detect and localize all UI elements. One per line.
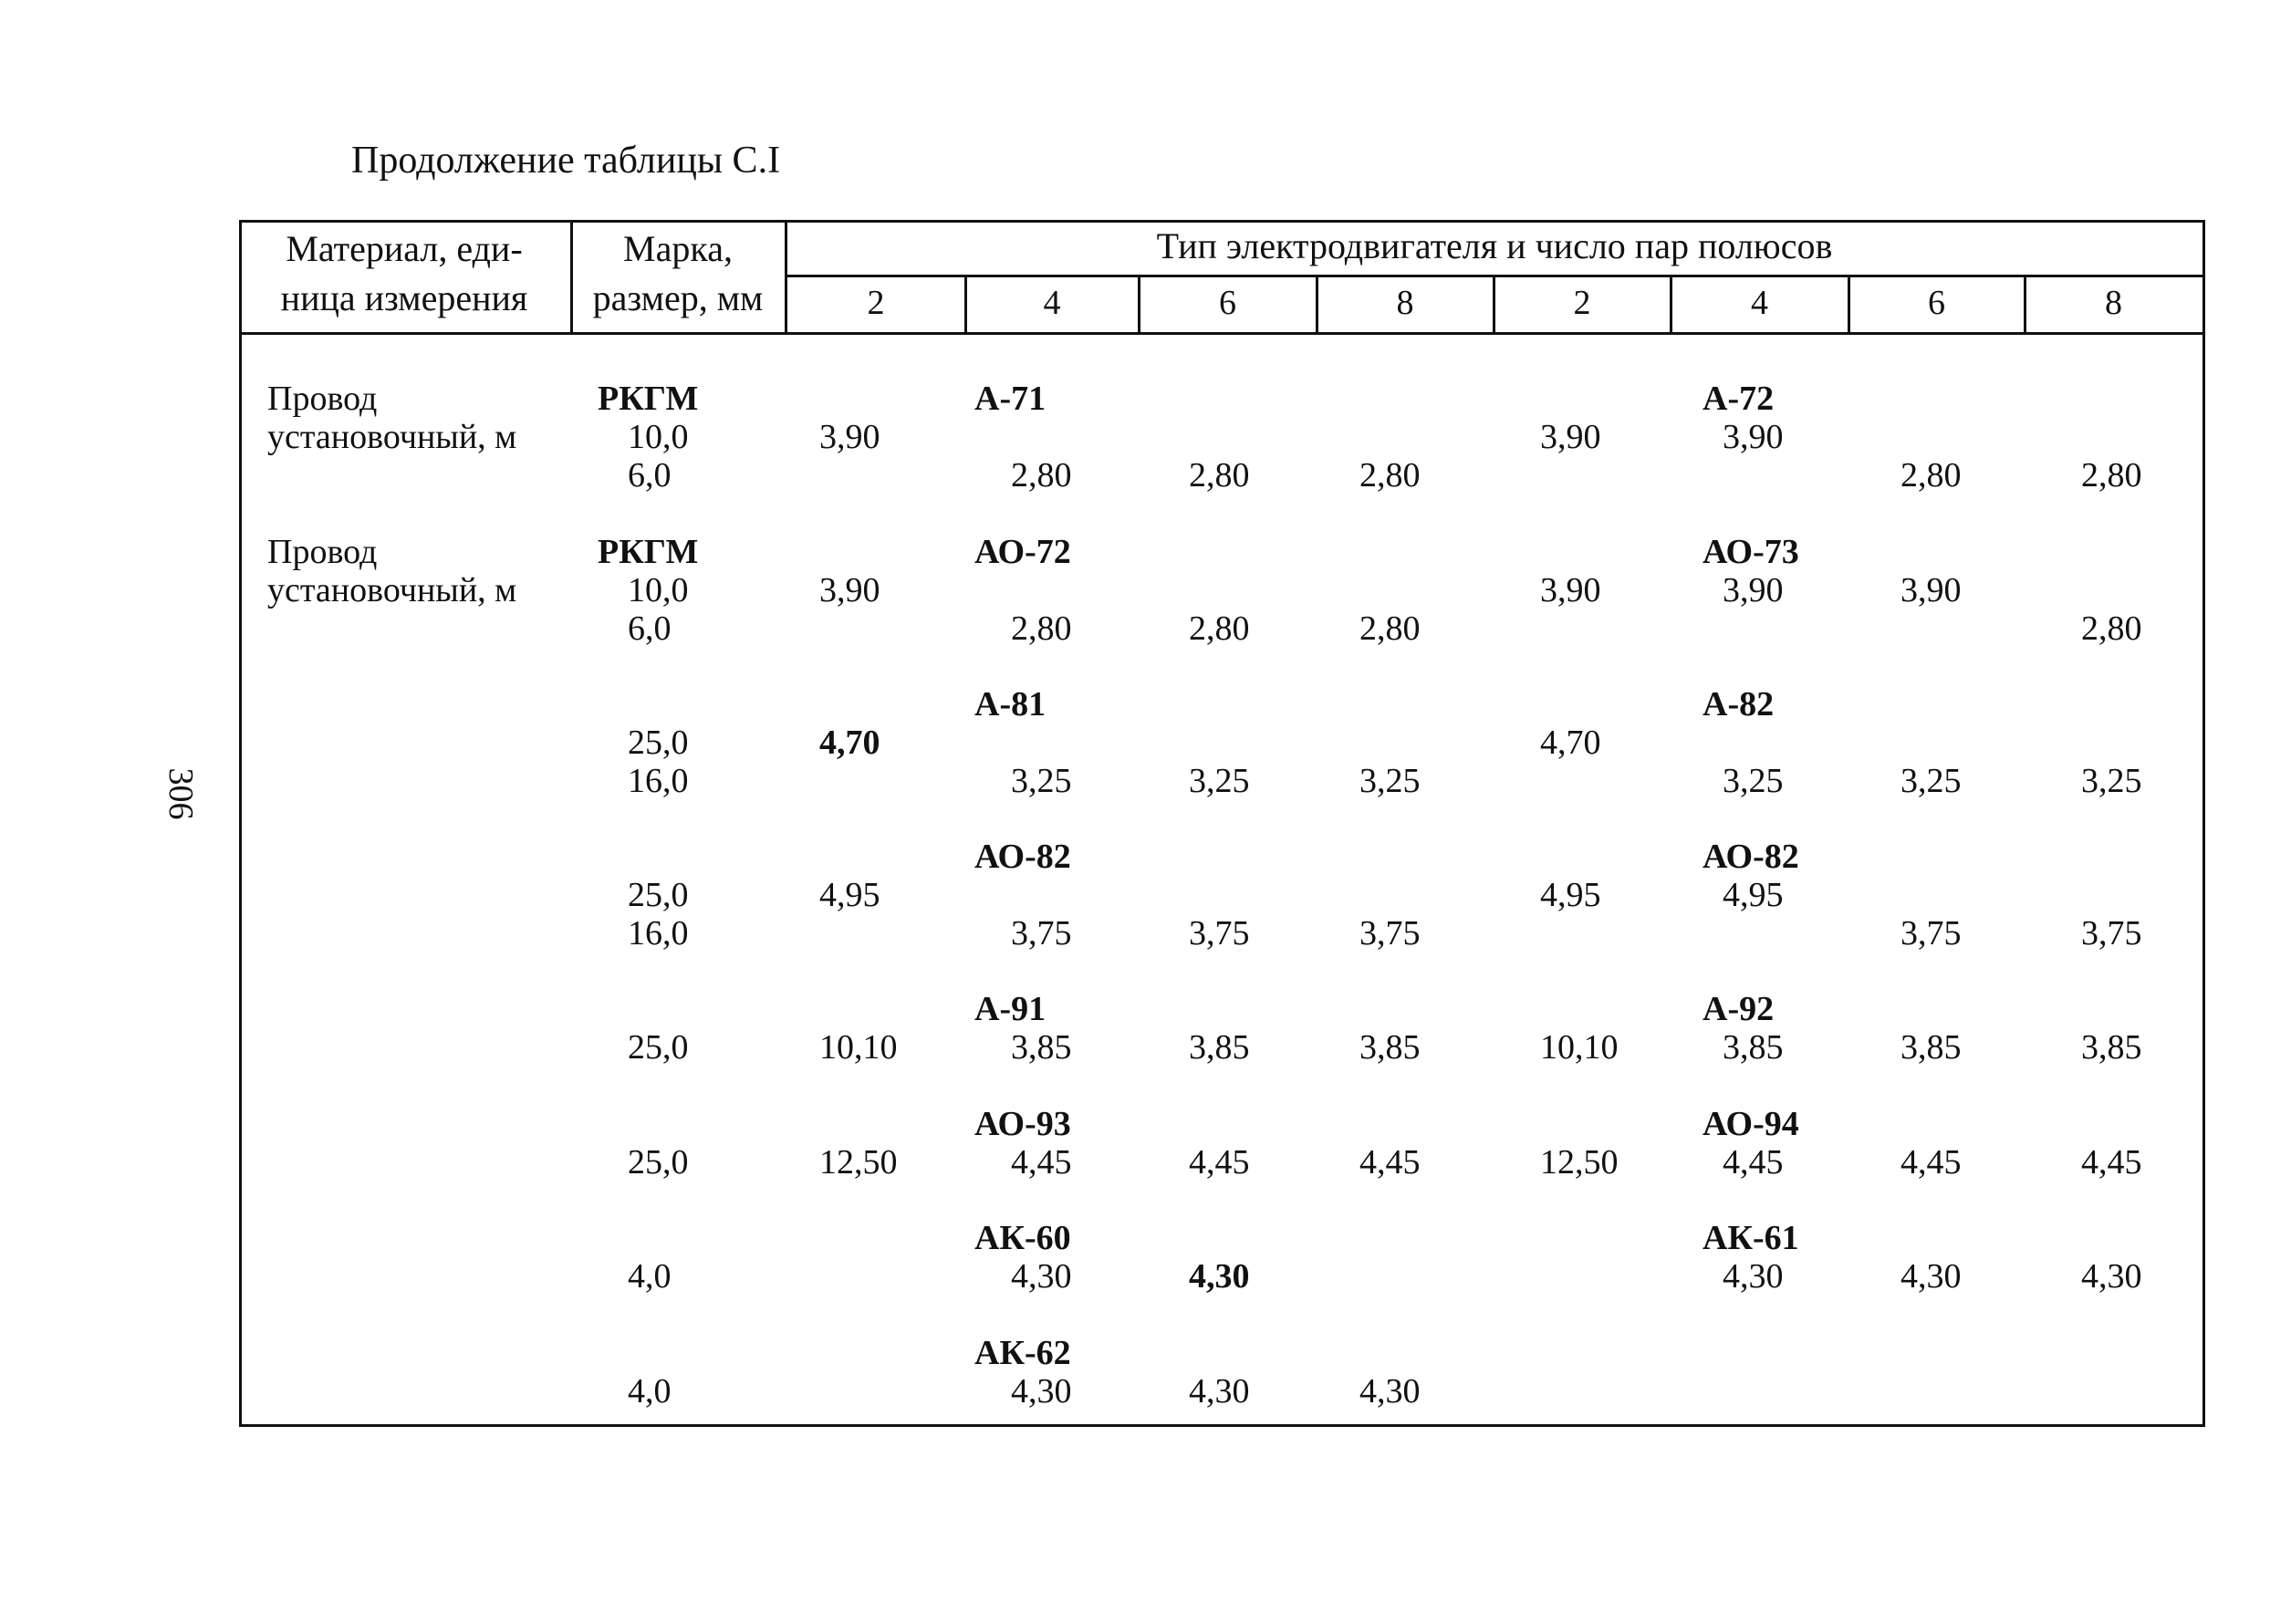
consumption-value: 4,45 <box>1723 1143 1784 1182</box>
header-pole-count: 6 <box>1219 284 1236 322</box>
consumption-value: 2,80 <box>1359 456 1421 494</box>
wire-size: 10,0 <box>628 418 689 456</box>
consumption-value: 4,70 <box>1540 724 1601 762</box>
pole-divider <box>1493 276 1495 334</box>
header-motor-type: Тип электродвигателя и число пар полюсов <box>1156 225 1833 266</box>
motor-type-label: А-81 <box>974 685 1047 724</box>
wire-size: 4,0 <box>628 1372 672 1411</box>
header-pole-count: 6 <box>1928 284 1945 322</box>
consumption-value: 4,45 <box>1359 1143 1421 1182</box>
pole-divider <box>1138 276 1140 334</box>
header-material-line1: Материал, еди- <box>286 228 523 269</box>
header-pole-count: 8 <box>1396 284 1414 322</box>
motor-type-label: А-71 <box>974 380 1047 418</box>
consumption-value: 2,80 <box>1900 456 1962 494</box>
consumption-value: 3,85 <box>1723 1028 1784 1067</box>
header-divider-mark <box>785 220 787 335</box>
pole-divider <box>1670 276 1672 334</box>
motor-type-label: АО-94 <box>1703 1105 1799 1143</box>
consumption-value: 12,50 <box>1540 1143 1619 1182</box>
consumption-value: 2,80 <box>2081 456 2142 494</box>
header-rule-bottom <box>239 332 2205 335</box>
consumption-value: 4,70 <box>819 724 880 762</box>
motor-type-label: А-82 <box>1703 685 1775 724</box>
consumption-value: 4,30 <box>1359 1372 1421 1411</box>
consumption-value: 4,45 <box>1011 1143 1072 1182</box>
consumption-value: 3,25 <box>1723 762 1784 800</box>
consumption-value: 3,85 <box>1011 1028 1072 1067</box>
header-pole-count: 2 <box>867 284 885 322</box>
consumption-value: 3,85 <box>1189 1028 1250 1067</box>
pole-divider <box>2024 276 2026 334</box>
consumption-value: 4,30 <box>1189 1257 1250 1296</box>
header-pole-count: 4 <box>1751 284 1768 322</box>
consumption-value: 2,80 <box>1189 609 1250 648</box>
consumption-value: 2,80 <box>2081 609 2142 648</box>
consumption-value: 4,45 <box>2081 1143 2142 1182</box>
wire-size: 25,0 <box>628 1143 689 1182</box>
consumption-value: 3,75 <box>1359 914 1421 953</box>
wire-size: 10,0 <box>628 571 689 609</box>
header-pole-count: 8 <box>2105 284 2122 322</box>
consumption-value: 3,75 <box>2081 914 2142 953</box>
consumption-value: 4,30 <box>1189 1372 1250 1411</box>
wire-size: 16,0 <box>628 914 689 953</box>
material-name: Провод <box>267 533 378 571</box>
consumption-value: 4,30 <box>1723 1257 1784 1296</box>
consumption-value: 10,10 <box>819 1028 898 1067</box>
consumption-value: 4,30 <box>2081 1257 2142 1296</box>
table-caption: Продолжение таблицы С.I <box>351 140 781 182</box>
consumption-value: 10,10 <box>1540 1028 1619 1067</box>
motor-type-label: АО-82 <box>1703 838 1799 876</box>
consumption-value: 2,80 <box>1189 456 1250 494</box>
motor-type-label: А-91 <box>974 990 1047 1028</box>
consumption-value: 3,85 <box>1359 1028 1421 1067</box>
wire-size: 16,0 <box>628 762 689 800</box>
header-pole-count: 2 <box>1573 284 1591 322</box>
header-divider-material <box>570 220 573 335</box>
consumption-value: 2,80 <box>1011 609 1072 648</box>
motor-type-label: АО-73 <box>1703 533 1799 571</box>
material-name: Провод <box>267 380 378 418</box>
motor-type-label: А-72 <box>1703 380 1775 418</box>
motor-type-label: АК-61 <box>1703 1219 1799 1257</box>
header-mark-line1: Марка, <box>623 228 733 269</box>
consumption-value: 3,25 <box>2081 762 2142 800</box>
consumption-value: 2,80 <box>1359 609 1421 648</box>
wire-mark: РКГМ <box>598 380 699 418</box>
consumption-value: 4,45 <box>1189 1143 1250 1182</box>
material-unit: установочный, м <box>267 418 517 456</box>
wire-size: 6,0 <box>628 609 672 648</box>
consumption-value: 3,75 <box>1011 914 1072 953</box>
motor-type-label: АК-60 <box>974 1219 1071 1257</box>
consumption-value: 3,85 <box>2081 1028 2142 1067</box>
wire-size: 6,0 <box>628 456 672 494</box>
motor-type-label: А-92 <box>1703 990 1775 1028</box>
consumption-value: 3,90 <box>819 571 880 609</box>
wire-mark: РКГМ <box>598 533 699 571</box>
motor-type-label: АО-72 <box>974 533 1071 571</box>
consumption-value: 4,95 <box>1540 876 1601 914</box>
consumption-value: 4,95 <box>819 876 880 914</box>
consumption-value: 3,90 <box>1540 418 1601 456</box>
wire-size: 25,0 <box>628 724 689 762</box>
wire-size: 4,0 <box>628 1257 672 1296</box>
header-material-line2: ница измерения <box>280 277 528 318</box>
consumption-value: 3,90 <box>1723 418 1784 456</box>
consumption-value: 4,30 <box>1011 1372 1072 1411</box>
consumption-value: 12,50 <box>819 1143 898 1182</box>
wire-size: 25,0 <box>628 876 689 914</box>
consumption-value: 4,30 <box>1900 1257 1962 1296</box>
consumption-value: 4,30 <box>1011 1257 1072 1296</box>
pole-divider <box>1316 276 1318 334</box>
header-mark-line2: размер, мм <box>592 277 764 318</box>
consumption-value: 4,95 <box>1723 876 1784 914</box>
consumption-value: 3,85 <box>1900 1028 1962 1067</box>
material-unit: установочный, м <box>267 571 517 609</box>
consumption-value: 3,90 <box>1540 571 1601 609</box>
consumption-value: 4,45 <box>1900 1143 1962 1182</box>
consumption-value: 3,90 <box>1900 571 1962 609</box>
pole-divider <box>1848 276 1850 334</box>
consumption-value: 3,90 <box>819 418 880 456</box>
consumption-value: 3,25 <box>1900 762 1962 800</box>
header-pole-count: 4 <box>1043 284 1061 322</box>
consumption-value: 3,75 <box>1900 914 1962 953</box>
data-table <box>239 220 2205 1427</box>
motor-type-label: АО-82 <box>974 838 1071 876</box>
consumption-value: 3,25 <box>1011 762 1072 800</box>
consumption-value: 3,75 <box>1189 914 1250 953</box>
consumption-value: 3,90 <box>1723 571 1784 609</box>
page-number: 306 <box>161 767 200 820</box>
wire-size: 25,0 <box>628 1028 689 1067</box>
pole-divider <box>964 276 967 334</box>
motor-type-label: АО-93 <box>974 1105 1071 1143</box>
consumption-value: 3,25 <box>1189 762 1250 800</box>
consumption-value: 3,25 <box>1359 762 1421 800</box>
motor-type-label: АК-62 <box>974 1334 1071 1372</box>
consumption-value: 2,80 <box>1011 456 1072 494</box>
